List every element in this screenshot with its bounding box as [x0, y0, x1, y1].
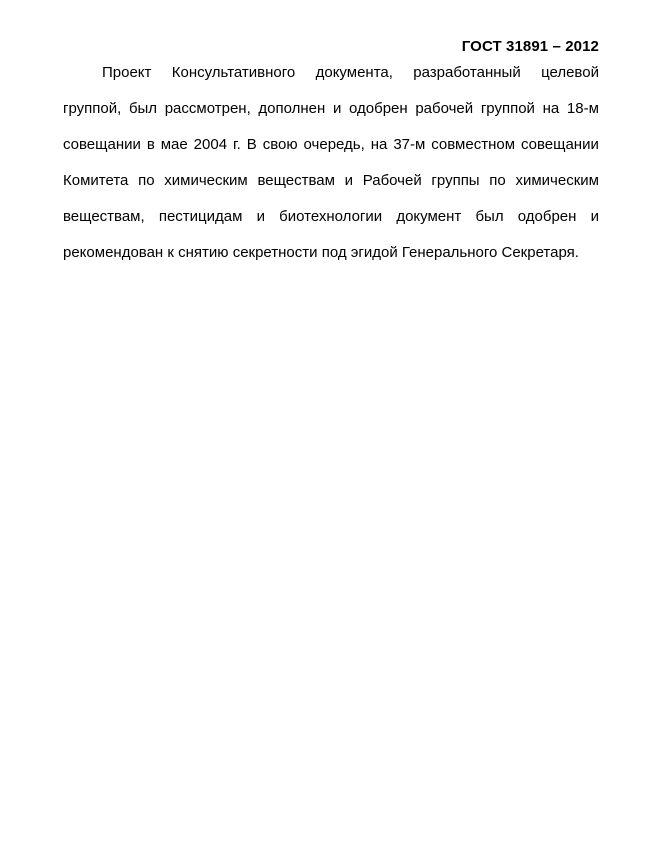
- paragraph-word: Проект: [102, 64, 152, 81]
- paragraph-word: по: [489, 172, 506, 189]
- paragraph-word: химическим: [515, 172, 599, 189]
- paragraph-word: свою: [262, 136, 298, 153]
- paragraph-word: биотехнологии: [279, 208, 383, 225]
- paragraph-word: на: [542, 100, 560, 117]
- paragraph-word: 2004: [193, 136, 228, 153]
- paragraph-word: Рабочей: [362, 172, 422, 189]
- paragraph-line: [63, 98, 599, 134]
- paragraph-word: рекомендован к снятию секретности под эгидой Генерального Секретаря.: [63, 244, 579, 261]
- paragraph-word: в: [146, 136, 155, 153]
- paragraph-word: одобрен: [517, 208, 577, 225]
- paragraph-word: по: [138, 172, 155, 189]
- paragraph-word: веществам,: [63, 208, 145, 225]
- paragraph-word: Консультативного: [171, 64, 296, 81]
- paragraph-line: [63, 242, 599, 278]
- paragraph-word: совместном: [431, 136, 516, 153]
- paragraph-word: и: [332, 100, 342, 117]
- paragraph-line: [63, 62, 599, 98]
- paragraph-word: и: [590, 208, 599, 225]
- paragraph-word: г.: [232, 136, 241, 153]
- paragraph-word: документа,: [315, 64, 393, 81]
- paragraph-word: очередь,: [303, 136, 365, 153]
- paragraph-word: целевой: [541, 64, 599, 81]
- paragraph-word: совещании: [63, 136, 141, 153]
- paragraph-word: химическим: [164, 172, 248, 189]
- paragraph-word: 18-м: [566, 100, 599, 117]
- paragraph-line: [63, 170, 599, 206]
- paragraph-word: мае: [160, 136, 188, 153]
- paragraph-word: группой,: [63, 100, 122, 117]
- paragraph-word: разработанный: [413, 64, 521, 81]
- paragraph-word: одобрен: [349, 100, 408, 117]
- paragraph-word: рассмотрен,: [164, 100, 251, 117]
- paragraph-word: 37-м: [393, 136, 426, 153]
- paragraph-word: В: [246, 136, 257, 153]
- paragraph-word: рабочей: [415, 100, 474, 117]
- paragraph-word: дополнен: [258, 100, 326, 117]
- paragraph-word: и: [344, 172, 354, 189]
- paragraph-word: Комитета: [63, 172, 129, 189]
- paragraph-word: и: [256, 208, 265, 225]
- paragraph-line: [63, 134, 599, 170]
- paragraph-word: веществам: [257, 172, 335, 189]
- paragraph-word: группой: [480, 100, 535, 117]
- paragraph-word: был: [128, 100, 158, 117]
- paragraph-line: [63, 206, 599, 242]
- paragraph-word: был: [475, 208, 504, 225]
- paragraph-word: на: [370, 136, 388, 153]
- paragraph-word: пестицидам: [158, 208, 243, 225]
- document-header: ГОСТ 31891 – 2012: [461, 38, 599, 55]
- paragraph-word: совещании: [520, 136, 599, 153]
- paragraph-word: группы: [431, 172, 480, 189]
- document-paragraph: [63, 62, 599, 278]
- paragraph-word: документ: [396, 208, 462, 225]
